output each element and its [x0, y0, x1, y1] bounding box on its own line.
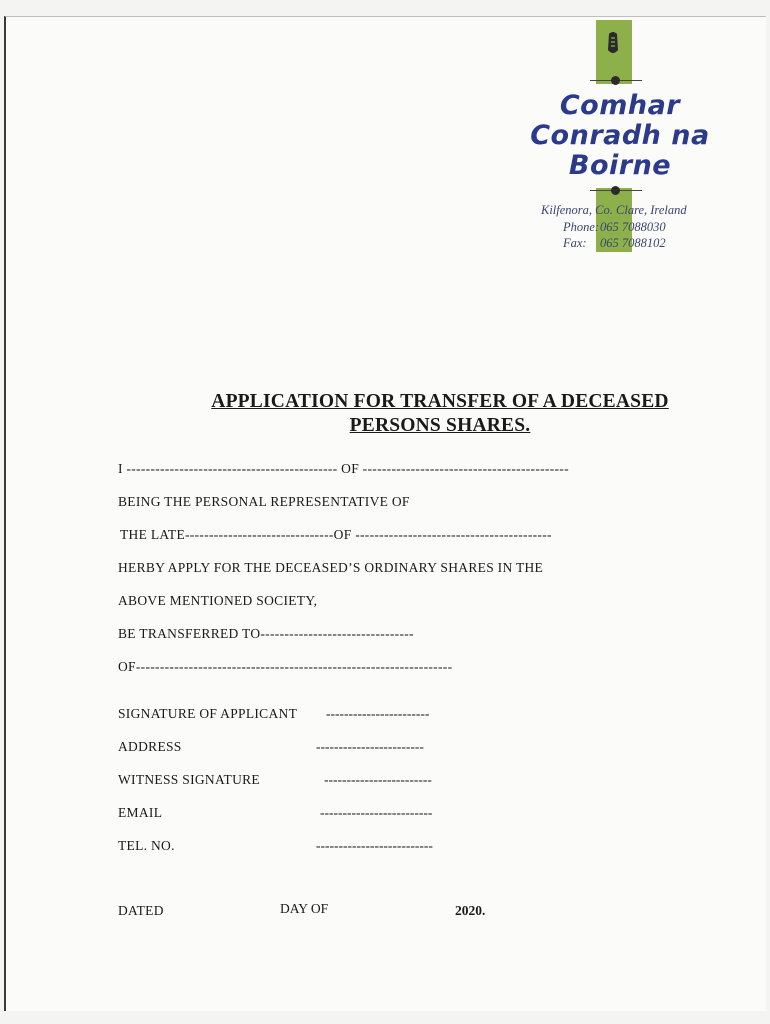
org-name-line3: Boirne	[568, 150, 672, 181]
representative-line: BEING THE PERSONAL REPRESENTATIVE OF	[118, 494, 410, 509]
tel-label: TEL. NO.	[118, 838, 175, 853]
transfer-line: BE TRANSFERRED TO--------------------------------	[118, 626, 414, 641]
tel-blank: --------------------------	[316, 838, 433, 853]
witness-label: WITNESS SIGNATURE	[118, 772, 260, 787]
of-line: OF------------------------------------------------------------------	[118, 659, 453, 674]
signature-label: SIGNATURE OF APPLICANT	[118, 706, 298, 721]
fax-label: Fax:	[563, 236, 587, 250]
phone-label: Phone:	[563, 220, 600, 234]
phone-number: 065 7088030	[600, 220, 666, 234]
org-address: Kilfenora, Co. Clare, Ireland	[541, 203, 687, 217]
address-label: ADDRESS	[118, 739, 182, 754]
dated-label: DATED	[118, 903, 164, 918]
late-line: THE LATE-------------------------------OF -----------------------------------------	[120, 527, 552, 542]
apply-line: HERBY APPLY FOR THE DECEASED’S ORDINARY SHARES IN THE	[118, 560, 544, 575]
org-name-line2: Conradh na	[530, 120, 710, 151]
logo-bottom-dot	[611, 186, 620, 195]
address-blank: ------------------------	[316, 739, 424, 754]
email-blank: -------------------------	[320, 805, 433, 820]
email-label: EMAIL	[118, 805, 163, 820]
day-of-label: DAY OF	[280, 901, 329, 916]
form-title-line2: PERSONS SHARES.	[349, 415, 531, 436]
witness-blank: ------------------------	[324, 772, 432, 787]
fax-number: 065 7088102	[600, 236, 666, 250]
logo-icon	[606, 30, 620, 60]
form-title	[150, 390, 730, 438]
signature-blank: -----------------------	[326, 706, 430, 721]
society-line: ABOVE MENTIONED SOCIETY,	[118, 593, 318, 608]
form-title-line1: APPLICATION FOR TRANSFER OF A DECEASED	[211, 391, 669, 412]
year-text: 2020.	[455, 903, 486, 918]
logo-top-dot	[611, 76, 620, 85]
org-name-line1: Comhar	[559, 90, 681, 121]
applicant-line: I -------------------------------------------- OF -------------------------------------------	[118, 461, 569, 476]
